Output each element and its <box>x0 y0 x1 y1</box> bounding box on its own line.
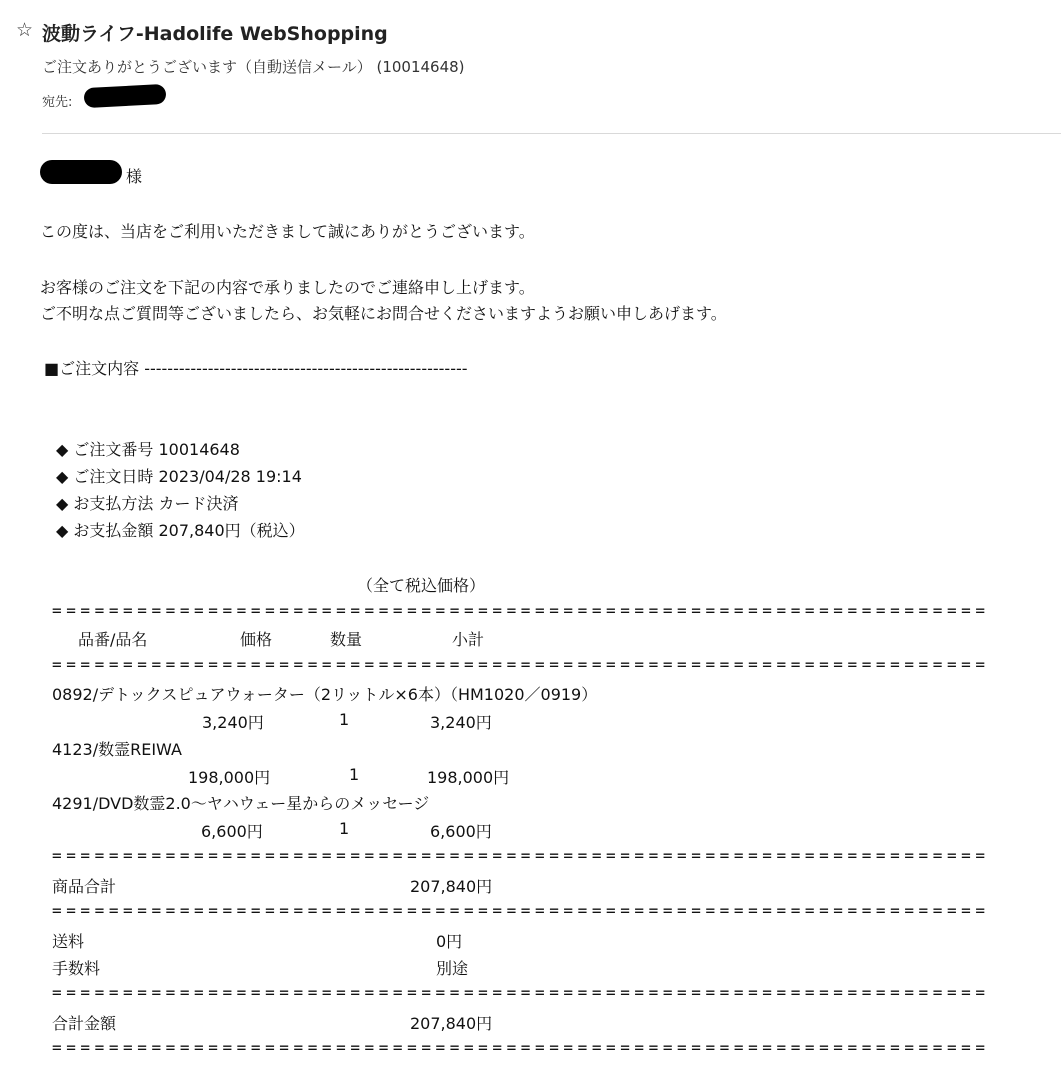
item-qty: 1 <box>339 710 350 729</box>
item-name: 4123/数霊REIWA <box>52 740 182 759</box>
separator-line: ================================================================== <box>52 655 990 674</box>
header-qty: 数量 <box>330 630 363 649</box>
tax-note: （全て税込価格） <box>357 576 486 595</box>
item-price: 6,600円 <box>201 822 263 841</box>
header-item: 品番/品名 <box>78 630 148 649</box>
customer-name-redaction <box>40 160 122 184</box>
sender-name: 波動ライフ-Hadolife WebShopping <box>42 23 388 45</box>
order-section-title: ■ご注文内容 -------------------------------------------------------- <box>44 359 468 378</box>
grand-total-value: 207,840円 <box>410 1014 493 1033</box>
item-price: 198,000円 <box>188 768 271 787</box>
item-subtotal: 6,600円 <box>430 822 492 841</box>
payment-method: ◆ お支払方法 カード決済 <box>56 494 239 513</box>
fee-label: 手数料 <box>52 959 101 978</box>
separator-line: ================================================================== <box>52 983 990 1002</box>
item-qty: 1 <box>339 819 350 838</box>
goods-total-label: 商品合計 <box>52 877 117 896</box>
item-name: 0892/デトックスピュアウォーター（2リットル×6本）（HM1020／0919） <box>52 685 598 704</box>
intro-line-2: お客様のご注文を下記の内容で承りましたのでご連絡申し上げます。 <box>40 278 535 297</box>
separator-line: ================================================================== <box>52 1038 990 1057</box>
header-divider <box>42 133 1061 134</box>
header-subtotal: 小計 <box>452 630 485 649</box>
item-qty: 1 <box>349 765 360 784</box>
grand-total-label: 合計金額 <box>52 1014 117 1033</box>
item-price: 3,240円 <box>202 713 264 732</box>
intro-line-1: この度は、当店をご利用いただきまして誠にありがとうございます。 <box>40 222 535 241</box>
goods-total-value: 207,840円 <box>410 877 493 896</box>
email-subject: ご注文ありがとうございます（自動送信メール） (10014648) <box>42 58 465 76</box>
recipient-redaction <box>84 84 167 108</box>
shipping-label: 送料 <box>52 932 85 951</box>
shipping-value: 0円 <box>436 932 463 951</box>
separator-line: ================================================================== <box>52 601 990 620</box>
separator-line: ================================================================== <box>52 846 990 865</box>
separator-line: ================================================================== <box>52 901 990 920</box>
item-subtotal: 198,000円 <box>427 768 510 787</box>
item-subtotal: 3,240円 <box>430 713 492 732</box>
salutation-suffix: 様 <box>126 167 143 186</box>
order-number: ◆ ご注文番号 10014648 <box>56 440 240 459</box>
recipient-label: 宛先: <box>42 95 73 110</box>
fee-value: 別途 <box>436 959 469 978</box>
payment-amount: ◆ お支払金額 207,840円（税込） <box>56 521 305 540</box>
star-icon[interactable]: ☆ <box>16 19 34 41</box>
item-name: 4291/DVD数霊2.0～ヤハウェー星からのメッセージ <box>52 794 430 813</box>
header-price: 価格 <box>240 630 273 649</box>
intro-line-3: ご不明な点ご質問等ございましたら、お気軽にお問合せくださいますようお願い申しあげます。 <box>40 304 727 323</box>
order-datetime: ◆ ご注文日時 2023/04/28 19:14 <box>56 467 302 486</box>
